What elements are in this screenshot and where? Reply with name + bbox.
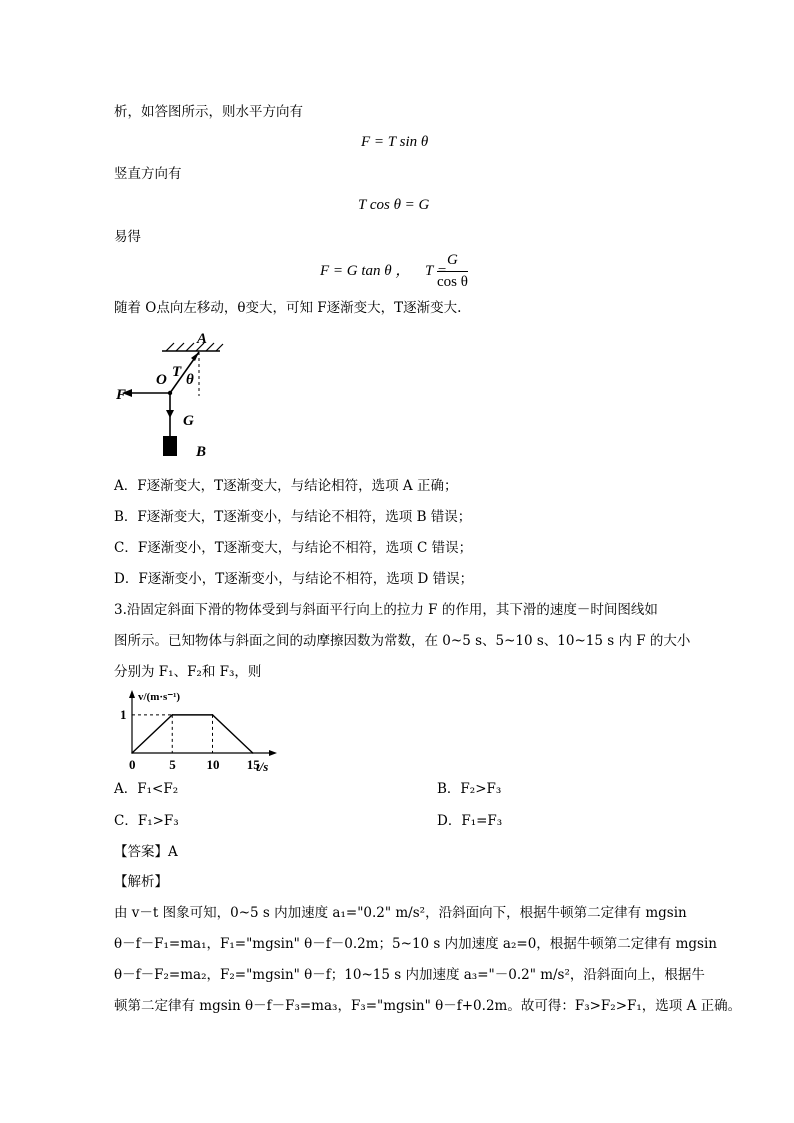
vertical-label: 竖直方向有 — [114, 166, 182, 182]
x-axis-label: t/s — [256, 759, 269, 774]
equation-vertical: T cos θ = G — [358, 197, 430, 213]
explanation-line-4: 顿第二定律有 mgsin θ－f－F₃=ma₃，F₃="mgsin" θ－f+0.2m。故可得：F₃>F₂>F₁，选项 A 正确。 — [114, 998, 742, 1014]
label-O: O — [156, 372, 167, 388]
equation-fraction — [437, 252, 468, 291]
label-T: T — [172, 364, 182, 380]
data-point-2 — [212, 714, 214, 716]
y-axis-arrow — [129, 690, 135, 698]
option-a: A．F₁<F₂ — [114, 781, 179, 797]
label-A: A — [197, 331, 208, 347]
point-O — [168, 391, 172, 395]
x-tick-label-10: 10 — [206, 757, 220, 772]
data-point-3 — [252, 752, 254, 754]
explanation-line-2: θ－f－F₁=ma₁，F₁="mgsin" θ－f－0.2m；5~10 s 内加速度 a₂=0，根据牛顿第二定律有 mgsin — [114, 936, 717, 952]
force-diagram — [110, 330, 230, 462]
G-arrowhead — [166, 410, 174, 418]
y-axis-label: v/(m·s⁻¹) — [138, 691, 181, 703]
conclusion-text: 随着 O点向左移动，θ变大，可知 F逐渐变大，T逐渐变大. — [114, 300, 462, 316]
answer-label: 【答案】A — [114, 844, 178, 860]
analysis-b: B．F逐渐变大，T逐渐变小，与结论不相符，选项 B 错误； — [114, 509, 472, 525]
option-c: C．F₁>F₃ — [114, 813, 179, 829]
option-b: B．F₂>F₃ — [437, 781, 502, 797]
ceiling-hatch — [166, 343, 223, 351]
question-3-line-2: 图所示。已知物体与斜面之间的动摩擦因数为常数，在 0~5 s、5~10 s、10~15 s 内 F 的大小 — [114, 633, 691, 649]
data-point-1 — [171, 714, 173, 716]
explanation-line-1: 由 v－t 图象可知，0~5 s 内加速度 a₁="0.2" m/s²，沿斜面向下，根据牛顿第二定律有 mgsin — [114, 905, 687, 921]
equation-result-T: T = — [425, 263, 447, 279]
fraction-numerator: G — [437, 252, 468, 272]
label-F: F — [116, 387, 127, 403]
analysis-d: D．F逐渐变小，T逐渐变小，与结论不相符，选项 D 错误； — [114, 571, 474, 587]
block-B — [163, 436, 177, 456]
equation-horizontal: F = T sin θ — [361, 134, 429, 150]
T-arrowhead — [191, 352, 199, 361]
question-3-line-1: 3.沿固定斜面下滑的物体受到与斜面平行向上的拉力 F 的作用，其下滑的速度－时间图线如 — [114, 602, 658, 618]
explanation-line-3: θ－f－F₂=ma₂，F₂="mgsin" θ－f；10~15 s 内加速度 a₃="－0.2" m/s²，沿斜面向上，根据牛 — [114, 967, 705, 983]
equation-result-left: F = G tan θ ， — [320, 263, 411, 279]
question-3-line-3: 分别为 F₁、F₂和 F₃，则 — [114, 664, 262, 680]
explanation-label: 【解析】 — [114, 874, 168, 890]
y-tick-label-1: 1 — [120, 706, 127, 722]
label-B: B — [196, 444, 207, 460]
data-point-0 — [131, 752, 133, 754]
x-tick-label-0: 0 — [129, 757, 136, 772]
x-tick-label-5: 5 — [169, 757, 176, 772]
series-line — [132, 715, 253, 753]
easy-label: 易得 — [114, 229, 141, 245]
label-G: G — [183, 413, 194, 429]
velocity-time-chart — [110, 686, 285, 776]
analysis-a: A．F逐渐变大，T逐渐变大，与结论相符，选项 A 正确； — [114, 478, 458, 494]
analysis-c: C．F逐渐变小，T逐渐变大，与结论不相符，选项 C 错误； — [114, 540, 473, 556]
intro-text: 析，如答图所示，则水平方向有 — [114, 104, 303, 120]
x-tick-label-15: 15 — [246, 757, 260, 772]
x-axis-arrow — [269, 750, 277, 756]
option-d: D．F₁=F₃ — [437, 813, 503, 829]
label-theta: θ — [186, 372, 194, 388]
fraction-denominator: cos θ — [437, 274, 468, 290]
